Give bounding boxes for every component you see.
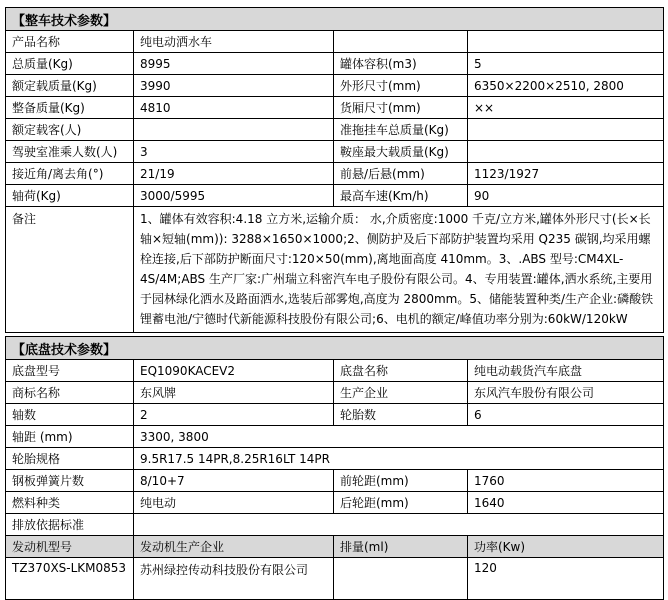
table-row (6, 514, 664, 536)
param-label: 外形尺寸(mm) (334, 75, 468, 97)
param-value: 5 (468, 53, 664, 75)
chassis-section-title: 【底盘技术参数】 (6, 337, 664, 360)
param-label: 轴荷(Kg) (6, 185, 134, 207)
param-value: 90 (468, 185, 664, 207)
param-value: 1123/1927 (468, 163, 664, 185)
table-row (6, 97, 664, 119)
param-value: 3 (134, 141, 334, 163)
table-row (6, 75, 664, 97)
param-label: 商标名称 (6, 382, 134, 404)
param-label: 前悬/后悬(mm) (334, 163, 468, 185)
param-value: 9.5R17.5 14PR,8.25R16LT 14PR (134, 448, 664, 470)
table-row (6, 448, 664, 470)
vehicle-params-table (5, 7, 664, 333)
engine-manufacturer-value: 苏州绿控传动科技股份有限公司 (134, 558, 334, 600)
param-label: 后轮距(mm) (334, 492, 468, 514)
table-row (6, 470, 664, 492)
table-row (6, 492, 664, 514)
param-value (468, 31, 664, 53)
param-label: 底盘型号 (6, 360, 134, 382)
table-row (6, 163, 664, 185)
param-label: 轴距 (mm) (6, 426, 134, 448)
param-value: 纯电动载货汽车底盘 (468, 360, 664, 382)
param-value: 6350×2200×2510, 2800 (468, 75, 664, 97)
table-row (6, 382, 664, 404)
table-row (6, 404, 664, 426)
param-value: 1640 (468, 492, 664, 514)
param-value: 3000/5995 (134, 185, 334, 207)
param-value: 东风牌 (134, 382, 334, 404)
table-row (6, 141, 664, 163)
engine-displacement-value (334, 558, 468, 600)
param-value: 21/19 (134, 163, 334, 185)
param-label: 轮胎数 (334, 404, 468, 426)
param-label: 最高车速(Km/h) (334, 185, 468, 207)
param-label: 货厢尺寸(mm) (334, 97, 468, 119)
param-label: 钢板弹簧片数 (6, 470, 134, 492)
engine-model-value: TZ370XS-LKM0853 (6, 558, 134, 600)
param-label: 生产企业 (334, 382, 468, 404)
table-row (6, 185, 664, 207)
param-label: 底盘名称 (334, 360, 468, 382)
param-label: 罐体容积(m3) (334, 53, 468, 75)
engine-header-cell: 发动机型号 (6, 536, 134, 558)
param-value (134, 514, 664, 536)
param-label: 驾驶室准乘人数(人) (6, 141, 134, 163)
engine-power-value: 120 (468, 558, 664, 600)
param-label: 整备质量(Kg) (6, 97, 134, 119)
param-label: 额定载客(人) (6, 119, 134, 141)
param-label: 排放依据标准 (6, 514, 134, 536)
param-value: ×× (468, 97, 664, 119)
param-value (468, 119, 664, 141)
param-label: 额定载质量(Kg) (6, 75, 134, 97)
vehicle-section-title: 【整车技术参数】 (6, 8, 664, 31)
param-value: 2 (134, 404, 334, 426)
param-value: 3300, 3800 (134, 426, 664, 448)
param-label: 准拖挂车总质量(Kg) (334, 119, 468, 141)
param-label: 接近角/离去角(°) (6, 163, 134, 185)
param-label: 燃料种类 (6, 492, 134, 514)
engine-data-row (6, 558, 664, 600)
param-value: 4810 (134, 97, 334, 119)
param-label: 产品名称 (6, 31, 134, 53)
param-value: EQ1090KACEV2 (134, 360, 334, 382)
param-value: 8995 (134, 53, 334, 75)
param-label: 轴数 (6, 404, 134, 426)
param-value: 1760 (468, 470, 664, 492)
vehicle-section-header (6, 8, 664, 31)
remark-text: 1、罐体有效容积:4.18 立方米,运输介质： 水,介质密度:1000 千克/立方米,罐体外形尺寸(长×长轴×短轴(mm)): 3288×1650×1000;2、侧防护及后下部防护装置均采用 Q235 碳钢,均采用螺栓连接,后下部防护断面尺寸:120×50(mm),离地面高度 410mm。3、.ABS 型号:CM4XL-4S/4M;ABS 生产厂家:广州瑞立科密汽车电子股份有限公司。4、专用装置:罐体,洒水系统,主要用于园林绿化洒水及路面洒水,选装后部雾炮,高度为 2800mm。5、储能装置种类/生产企业:磷酸铁锂蓄电池/宁德时代新能源科技股份有限公司;6、电机的额定/峰值功率分别为:60kW/120kW (134, 207, 664, 333)
param-value: 东风汽车股份有限公司 (468, 382, 664, 404)
table-row (6, 426, 664, 448)
param-value: 8/10+7 (134, 470, 334, 492)
table-row (6, 31, 664, 53)
chassis-params-table (5, 336, 664, 600)
remark-row (6, 207, 664, 333)
param-value: 6 (468, 404, 664, 426)
table-row (6, 119, 664, 141)
engine-header-cell: 发动机生产企业 (134, 536, 334, 558)
param-label: 前轮距(mm) (334, 470, 468, 492)
chassis-section-header (6, 337, 664, 360)
param-label: 轮胎规格 (6, 448, 134, 470)
param-value (468, 141, 664, 163)
param-value: 纯电动洒水车 (134, 31, 334, 53)
table-row (6, 53, 664, 75)
engine-header-cell: 功率(Kw) (468, 536, 664, 558)
remark-label: 备注 (6, 207, 134, 333)
table-row (6, 360, 664, 382)
engine-header-cell: 排量(ml) (334, 536, 468, 558)
param-label: 总质量(Kg) (6, 53, 134, 75)
engine-header-row (6, 536, 664, 558)
param-value (134, 119, 334, 141)
param-value: 3990 (134, 75, 334, 97)
param-label (334, 31, 468, 53)
param-value: 纯电动 (134, 492, 334, 514)
param-label: 鞍座最大载质量(Kg) (334, 141, 468, 163)
